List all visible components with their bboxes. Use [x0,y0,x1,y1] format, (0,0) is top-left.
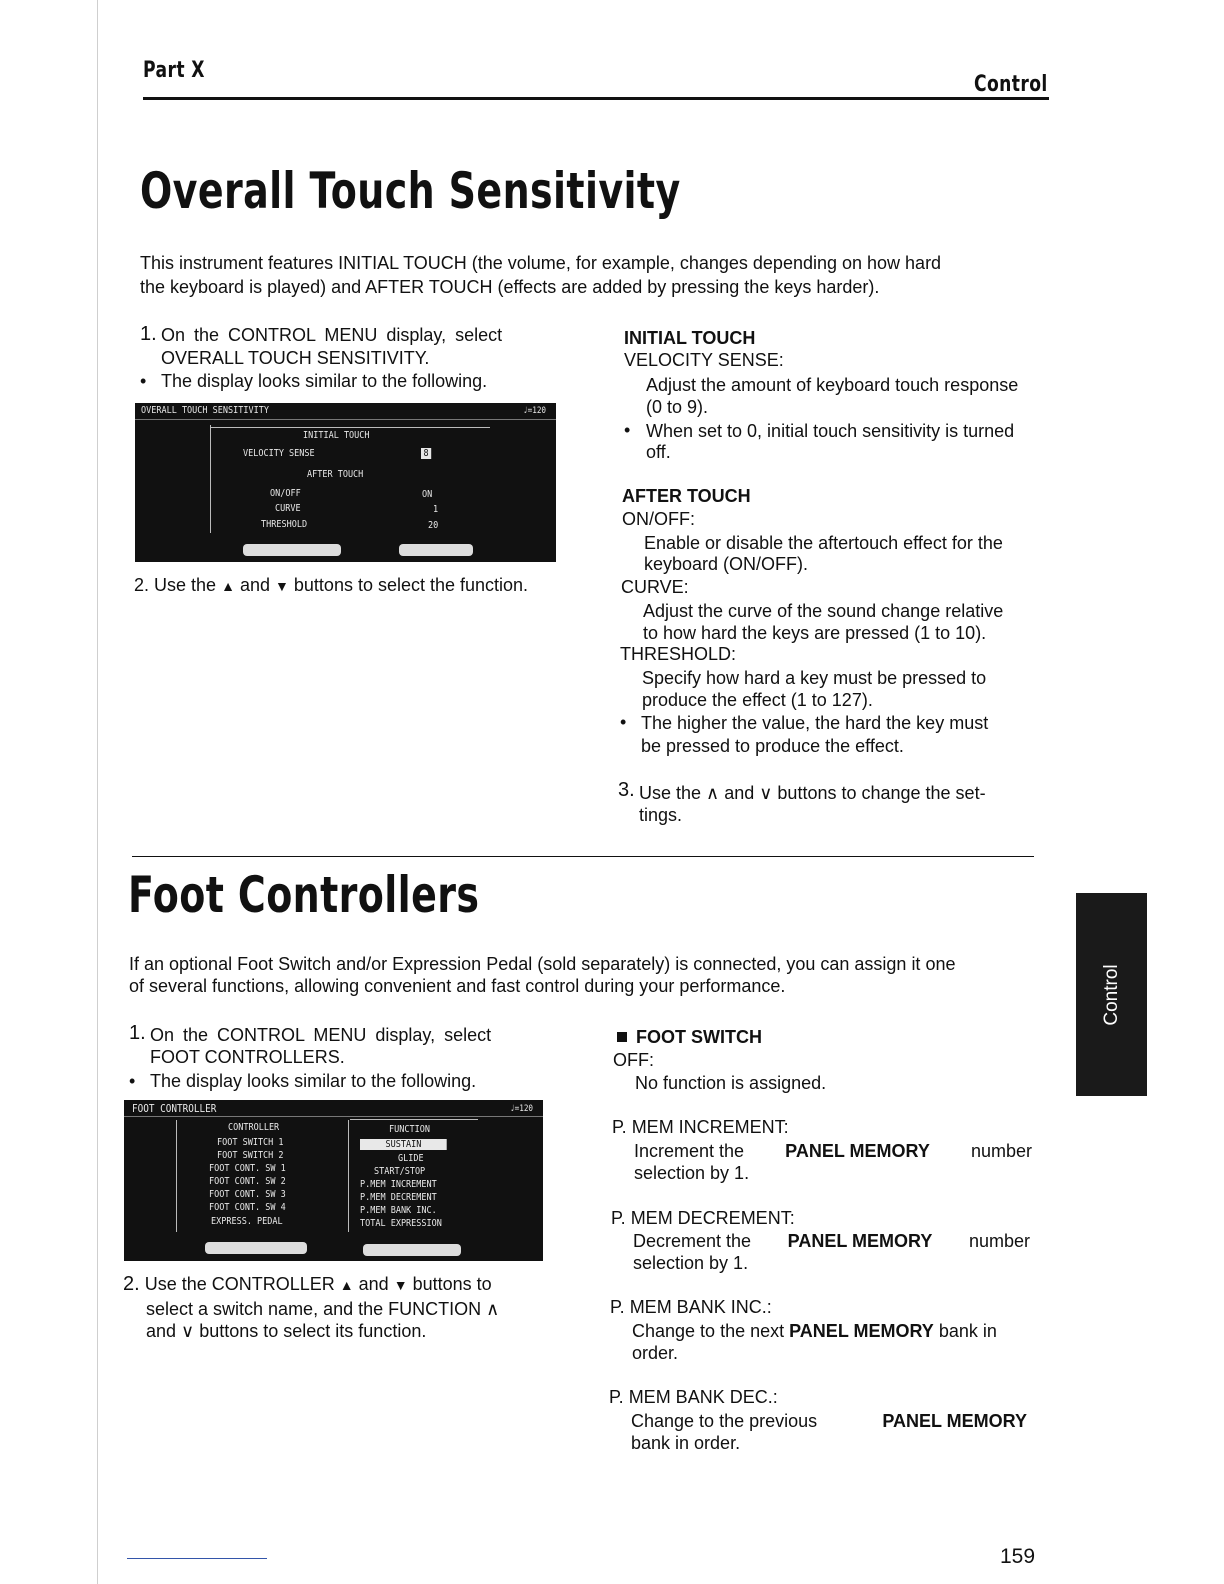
down-triangle-icon: ▼ [393,1277,408,1293]
bank-inc-label: P. MEM BANK INC.: [610,1297,772,1317]
bank-dec-desc-line2: bank in order. [631,1433,741,1453]
section2-step2-line1: 2. Use the CONTROLLER ▲ and ▼ buttons to [123,1273,492,1295]
section2-intro-line2: of several functions, allowing convenient and fast control during your performance. [129,976,786,996]
section1-step1-number: 1. [140,323,157,345]
display-curve-value: 1 [433,504,439,515]
display-controller-row: FOOT SWITCH 1 [217,1137,284,1148]
bank-inc-desc-line2: order. [632,1343,679,1363]
up-triangle-icon: ▲ [221,578,235,594]
off-label: OFF: [613,1050,654,1070]
side-tab-label: Control [1100,963,1122,1026]
display-title: OVERALL TOUCH SENSITIVITY [141,405,269,416]
on-off-desc-line1: Enable or disable the aftertouch effect for the [644,533,1003,553]
off-desc: No function is assigned. [635,1073,827,1093]
down-triangle-icon: ▼ [275,578,289,594]
display-controller-row: FOOT CONT. SW 4 [209,1202,286,1213]
threshold-bullet-line2: be pressed to produce the effect. [641,736,904,756]
velocity-bullet-line1: When set to 0, initial touch sensitivity is turned [646,421,1015,441]
section1-intro-line2: the keyboard is played) and AFTER TOUCH (effects are added by pressing the keys harder). [140,277,880,297]
display-threshold-value: 20 [428,520,439,531]
display-function-row: START/STOP [374,1166,426,1177]
section2-step2-line3: and ∨ buttons to select its function. [146,1321,427,1341]
section1-intro-line1: This instrument features INITIAL TOUCH (the volume, for example, changes depending on how hard [140,253,942,273]
display-threshold: THRESHOLD [261,519,308,530]
after-touch-heading: AFTER TOUCH [622,486,751,506]
section1-step3-line1: Use the ∧ and ∨ buttons to change the set- [639,783,986,803]
display-on-off-value: ON [422,489,433,500]
touch-sensitivity-display [135,403,556,562]
threshold-desc-line1: Specify how hard a key must be pressed to [642,668,987,688]
dec-desc-line2: selection by 1. [633,1253,749,1273]
display-function-button [363,1244,461,1256]
velocity-desc-line1: Adjust the amount of keyboard touch response [646,375,1019,395]
up-triangle-icon: ▲ [339,1277,354,1293]
dec-label: P. MEM DECREMENT: [611,1208,795,1228]
section2-step1-number: 1. [129,1022,146,1044]
bank-dec-label: P. MEM BANK DEC.: [609,1387,778,1407]
display-controller-row: FOOT CONT. SW 3 [209,1189,286,1200]
display-controller-row: FOOT CONT. SW 2 [209,1176,286,1187]
dec-desc-line1: Decrement the PANEL MEMORY number [633,1231,1030,1251]
display-col-function: FUNCTION [389,1124,430,1135]
display-controller-row: FOOT SWITCH 2 [217,1150,284,1161]
initial-touch-heading: INITIAL TOUCH [624,328,756,348]
curve-desc-line2: to how hard the keys are pressed (1 to 10). [643,623,987,643]
section1-step1-line1: On the CONTROL MENU display, select [161,325,503,345]
header-rule [143,97,1049,100]
binding-edge [97,0,98,1584]
display-function-row: TOTAL EXPRESSION [360,1218,442,1229]
square-bullet-icon [617,1032,627,1042]
section1-step3-line2: tings. [639,805,683,825]
velocity-bullet-line2: off. [646,442,671,462]
section2-step1-bullet: The display looks similar to the following. [150,1071,477,1091]
inc-desc-line1: Increment the PANEL MEMORY number [634,1141,1032,1161]
display-controller-button [205,1242,307,1254]
section2-step1-line1: On the CONTROL MENU display, select [150,1025,492,1045]
display-function-row: P.MEM INCREMENT [360,1179,437,1190]
section1-bullet-marker: • [140,371,147,391]
threshold-desc-line2: produce the effect (1 to 127). [642,690,873,710]
section2-step1-line2: FOOT CONTROLLERS. [150,1047,345,1067]
display-initial-touch: INITIAL TOUCH [303,430,370,441]
section2-title: Foot Controllers [128,866,480,924]
display-tempo: ♩=120 [523,406,547,416]
velocity-desc-line2: (0 to 9). [646,397,709,417]
display-tempo: ♩=120 [510,1104,534,1114]
section-divider [132,856,1034,857]
display-controller-button [243,544,341,556]
display-function-row: SUSTAIN [360,1139,447,1150]
velocity-sense-label: VELOCITY SENSE: [624,350,784,370]
curve-desc-line1: Adjust the curve of the sound change relative [643,601,1004,621]
section1-title: Overall Touch Sensitivity [140,162,681,220]
section2-step2-line2: select a switch name, and the FUNCTION ∧ [146,1299,500,1319]
foot-switch-heading: FOOT SWITCH [636,1027,762,1047]
display-controller-row: FOOT CONT. SW 1 [209,1163,286,1174]
threshold-bullet-line1: The higher the value, the hard the key must [641,713,989,733]
section1-step3-number: 3. [618,779,635,801]
header-section: Control [974,72,1048,97]
header-part: Part X [143,58,205,83]
display-function-row: P.MEM DECREMENT [360,1192,437,1203]
display-curve: CURVE [275,503,301,514]
threshold-label: THRESHOLD: [620,644,737,664]
display-after-touch: AFTER TOUCH [307,469,364,480]
display-function-row: P.MEM BANK INC. [360,1205,437,1216]
inc-desc-line2: selection by 1. [634,1163,750,1183]
bank-inc-desc-line1: Change to the next PANEL MEMORY bank in [632,1321,997,1341]
section2-intro-line1: If an optional Foot Switch and/or Expression Pedal (sold separately) is connected, you can assign it one [129,954,956,974]
display-function-row: GLIDE [398,1153,424,1164]
on-off-desc-line2: keyboard (ON/OFF). [644,554,809,574]
display-function-button [399,544,473,556]
display-col-controller: CONTROLLER [228,1122,280,1133]
inc-label: P. MEM INCREMENT: [612,1117,789,1137]
section1-step2: 2. Use the ▲ and ▼ buttons to select the function. [134,575,529,595]
display-velocity-sense: VELOCITY SENSE [243,448,315,459]
display-on-off: ON/OFF [270,488,301,499]
on-off-label: ON/OFF: [622,509,695,529]
page-number: 159 [1000,1545,1036,1568]
display-velocity-value: 8 [421,448,431,459]
display-title: FOOT CONTROLLER [132,1102,217,1115]
bank-dec-desc-line1: Change to the previous PANEL MEMORY [631,1411,1027,1431]
section1-step1-bullet: The display looks similar to the following. [161,371,488,391]
display-controller-row: EXPRESS. PEDAL [211,1216,283,1227]
section1-step1-line2: OVERALL TOUCH SENSITIVITY. [161,348,430,368]
foot-controller-display [124,1100,543,1261]
footer-rule [127,1558,267,1559]
curve-label: CURVE: [621,577,689,597]
side-tab [1076,893,1147,1096]
